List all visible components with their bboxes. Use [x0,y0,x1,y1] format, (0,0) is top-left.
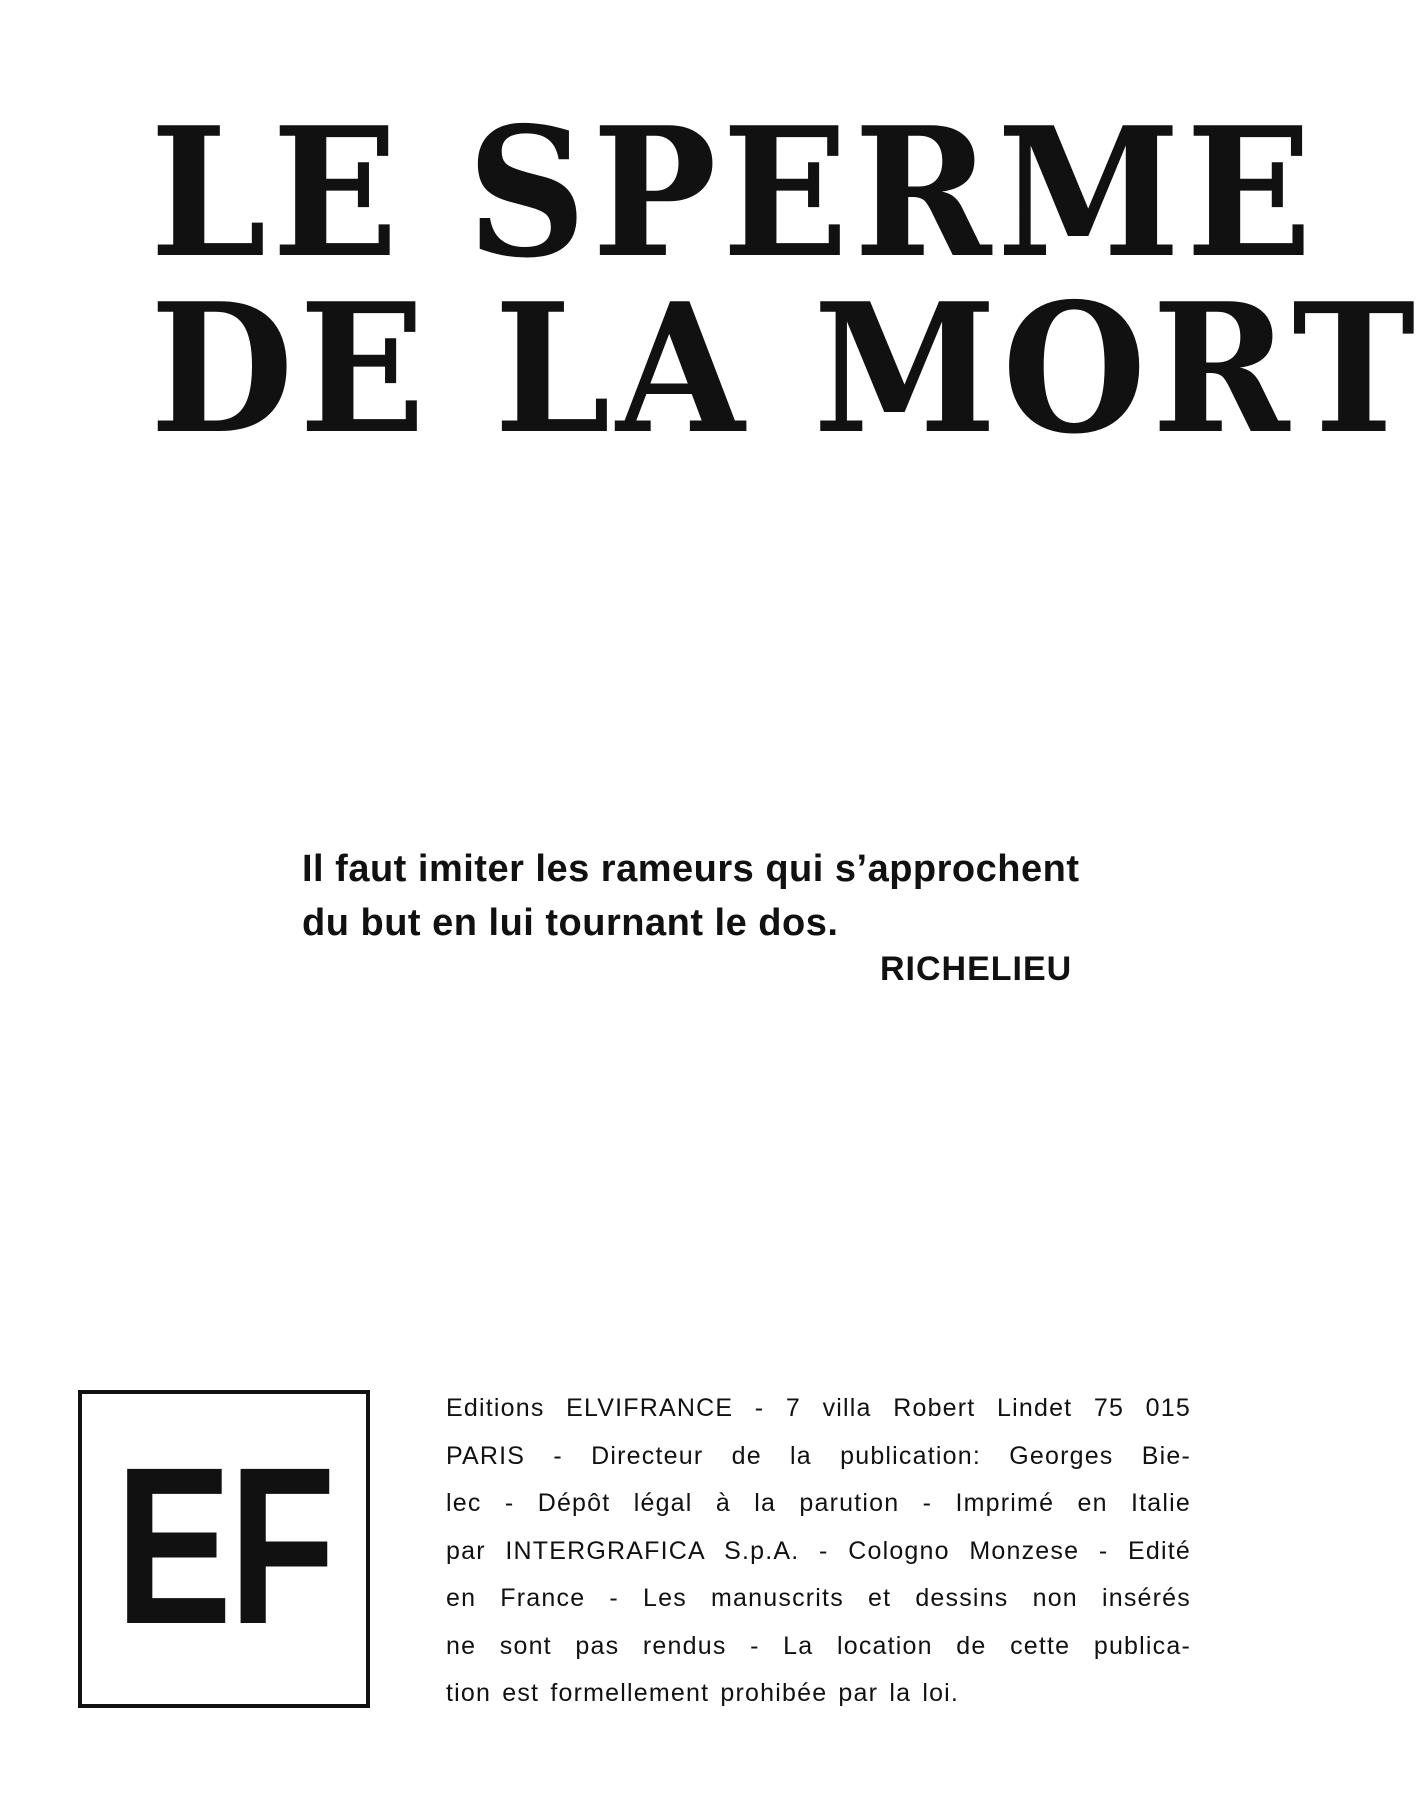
title-line-2: DE LA MORT [150,264,1421,473]
page-title [150,88,1421,473]
publisher-imprint [446,1385,1191,1718]
publisher-logo [78,1390,370,1708]
publisher-logo-text: EF [115,1421,333,1671]
quote-author: RICHELIEU [880,950,1073,988]
epigraph-quote [302,842,1222,950]
imprint-line: lec - Dépôt légal à la parution - Imprimé en Italie [446,1489,1191,1517]
quote-line-1: Il faut imiter les rameurs qui s’approchent [302,848,1080,890]
quote-line-2: du but en lui tournant le dos. [302,902,839,944]
imprint-line: en France - Les manuscrits et dessins non insérés [446,1584,1191,1612]
imprint-line: PARIS - Directeur de la publication: Georges Bie- [446,1441,1191,1470]
imprint-line: ne sont pas rendus - La location de cette publica- [446,1631,1191,1660]
imprint-line: Editions ELVIFRANCE - 7 villa Robert Lindet 75 015 [446,1394,1191,1422]
imprint-line: tion est formellement prohibée par la loi. [446,1679,960,1707]
title-line-1: LE SPERME [150,88,1318,297]
imprint-line: par INTERGRAFICA S.p.A. - Cologno Monzese - Edité [446,1536,1191,1565]
